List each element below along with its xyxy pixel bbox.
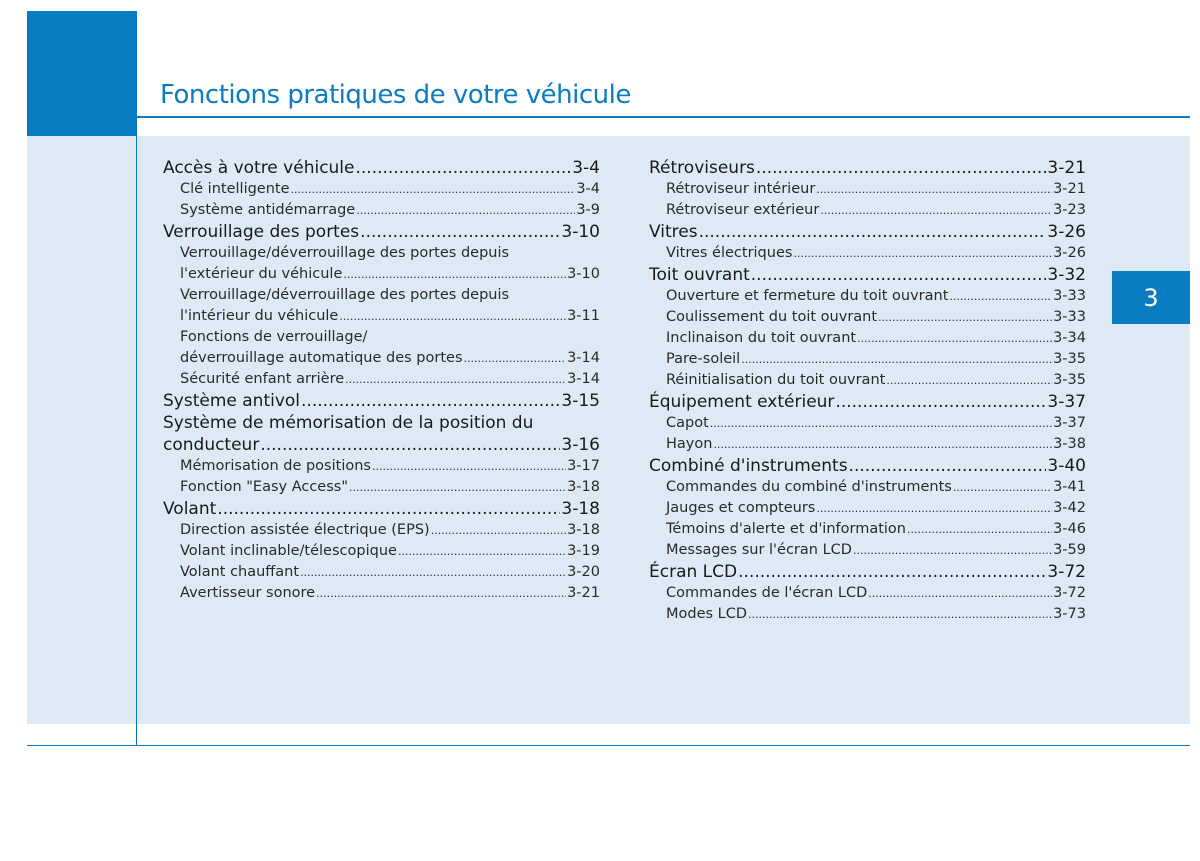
toc-dot-leader — [756, 157, 1046, 179]
toc-dot-leader — [907, 519, 1052, 540]
toc-entry-label: Commandes de l'écran LCD — [666, 585, 868, 601]
toc-dot-leader — [820, 200, 1052, 221]
toc-subsection-entry[interactable] — [649, 519, 1086, 540]
toc-page-number: 3-40 — [1047, 456, 1086, 476]
toc-page-number: 3-32 — [1047, 265, 1086, 285]
toc-dot-leader — [699, 221, 1047, 243]
toc-dot-leader — [291, 179, 576, 200]
toc-dot-leader — [741, 349, 1052, 370]
toc-page-number: 3-41 — [1053, 479, 1086, 495]
toc-entry-label: conducteur — [163, 435, 260, 455]
toc-entry-label: Messages sur l'écran LCD — [666, 542, 852, 558]
toc-entry-label: Verrouillage/déverrouillage des portes depuis — [180, 287, 510, 303]
toc-entry-label: Rétroviseur extérieur — [666, 202, 820, 218]
toc-page-number: 3-4 — [576, 181, 600, 197]
toc-entry-label: Réinitialisation du toit ouvrant — [666, 372, 886, 388]
toc-page-number: 3-11 — [567, 308, 600, 324]
toc-subsection-entry[interactable] — [649, 477, 1086, 498]
toc-section-entry[interactable] — [649, 157, 1086, 179]
toc-right-column — [649, 157, 1086, 625]
toc-subsection-entry[interactable] — [163, 562, 600, 583]
toc-subsection-entry[interactable] — [649, 498, 1086, 519]
toc-page-number: 3-4 — [572, 158, 600, 178]
toc-entry-label: Verrouillage/déverrouillage des portes depuis — [180, 245, 510, 261]
toc-entry-label: Accès à votre véhicule — [163, 158, 355, 178]
toc-page-number: 3-21 — [1047, 158, 1086, 178]
toc-section-entry[interactable] — [649, 455, 1086, 477]
toc-subsection-entry[interactable] — [163, 179, 600, 200]
toc-entry-label: Fonction "Easy Access" — [180, 479, 349, 495]
toc-entry-label: Système de mémorisation de la position du — [163, 413, 534, 433]
toc-section-entry[interactable] — [649, 561, 1086, 583]
toc-entry-label: Mémorisation de positions — [180, 458, 371, 474]
toc-page-number: 3-14 — [567, 350, 600, 366]
toc-dot-leader — [949, 286, 1052, 307]
toc-subsection-entry[interactable] — [649, 307, 1086, 328]
toc-subsection-entry[interactable] — [163, 477, 600, 498]
toc-entry-label: Volant chauffant — [180, 564, 300, 580]
toc-page-number: 3-72 — [1047, 562, 1086, 582]
toc-entry-label: Système antidémarrage — [180, 202, 356, 218]
toc-entry-label: Vitres électriques — [666, 245, 793, 261]
toc-page-number: 3-17 — [567, 458, 600, 474]
toc-page-number: 3-16 — [561, 435, 600, 455]
toc-entry-label: Système antivol — [163, 391, 301, 411]
toc-page-number: 3-14 — [567, 371, 600, 387]
toc-subsection-entry[interactable] — [163, 243, 600, 264]
toc-page-number: 3-38 — [1053, 436, 1086, 452]
toc-dot-leader — [738, 561, 1046, 583]
toc-entry-label: Combiné d'instruments — [649, 456, 848, 476]
toc-subsection-entry[interactable] — [649, 604, 1086, 625]
toc-dot-leader — [713, 434, 1052, 455]
toc-page-number: 3-15 — [561, 391, 600, 411]
toc-entry-label: Témoins d'alerte et d'information — [666, 521, 906, 537]
toc-dot-leader — [878, 307, 1052, 328]
toc-dot-leader — [464, 348, 567, 369]
toc-section-entry[interactable] — [649, 391, 1086, 413]
toc-entry-label: Direction assistée électrique (EPS) — [180, 522, 430, 538]
toc-subsection-entry[interactable] — [163, 369, 600, 390]
toc-entry-label: Volant inclinable/télescopique — [180, 543, 397, 559]
toc-page-number: 3-73 — [1053, 606, 1086, 622]
toc-entry-label: Rétroviseurs — [649, 158, 755, 178]
toc-subsection-entry[interactable] — [163, 327, 600, 348]
toc-dot-leader — [835, 391, 1046, 413]
toc-dot-leader — [868, 583, 1052, 604]
toc-page-number: 3-21 — [1053, 181, 1086, 197]
toc-dot-leader — [316, 583, 566, 604]
toc-entry-label: déverrouillage automatique des portes — [180, 350, 463, 366]
toc-entry-label: Modes LCD — [666, 606, 748, 622]
toc-dot-leader — [356, 200, 575, 221]
toc-subsection-entry[interactable] — [163, 520, 600, 541]
toc-entry-label: Jauges et compteurs — [666, 500, 816, 516]
toc-dot-leader — [260, 434, 560, 456]
toc-page-number: 3-33 — [1053, 309, 1086, 325]
toc-page-number: 3-35 — [1053, 351, 1086, 367]
toc-entry-label: Écran LCD — [649, 562, 738, 582]
toc-dot-leader — [343, 264, 566, 285]
chapter-tab[interactable]: 3 — [1112, 271, 1190, 324]
toc-subsection-entry[interactable] — [163, 541, 600, 562]
toc-page-number: 3-46 — [1053, 521, 1086, 537]
toc-subsection-entry[interactable] — [649, 349, 1086, 370]
toc-subsection-entry[interactable] — [649, 286, 1086, 307]
toc-page-number: 3-10 — [561, 222, 600, 242]
toc-subsection-entry[interactable] — [649, 413, 1086, 434]
toc-subsection-entry[interactable] — [649, 328, 1086, 349]
toc-subsection-entry[interactable] — [163, 306, 600, 327]
toc-section-entry[interactable] — [163, 221, 600, 243]
toc-dot-leader — [748, 604, 1052, 625]
toc-page-number: 3-35 — [1053, 372, 1086, 388]
toc-entry-label: l'intérieur du véhicule — [180, 308, 339, 324]
toc-subsection-entry[interactable] — [163, 583, 600, 604]
toc-subsection-entry[interactable] — [163, 285, 600, 306]
toc-entry-label: Rétroviseur intérieur — [666, 181, 816, 197]
toc-dot-leader — [356, 157, 572, 179]
toc-section-entry[interactable] — [163, 390, 600, 412]
toc-entry-label: Hayon — [666, 436, 713, 452]
toc-page-number: 3-21 — [567, 585, 600, 601]
toc-page-number: 3-59 — [1053, 542, 1086, 558]
toc-entry-label: Verrouillage des portes — [163, 222, 360, 242]
toc-dot-leader — [300, 562, 566, 583]
toc-subsection-entry[interactable] — [649, 243, 1086, 264]
title-underline — [137, 116, 1190, 118]
toc-left-column — [163, 157, 600, 604]
left-margin-rule — [136, 136, 137, 746]
toc-dot-leader — [301, 390, 560, 412]
toc-dot-leader — [360, 221, 560, 243]
toc-section-entry[interactable] — [163, 412, 600, 434]
toc-subsection-entry[interactable] — [649, 179, 1086, 200]
toc-page-number: 3-42 — [1053, 500, 1086, 516]
toc-subsection-entry[interactable] — [163, 348, 600, 369]
toc-subsection-entry[interactable] — [649, 370, 1086, 391]
toc-entry-label: Équipement extérieur — [649, 392, 835, 412]
toc-entry-label: Pare-soleil — [666, 351, 741, 367]
toc-entry-label: Sécurité enfant arrière — [180, 371, 345, 387]
toc-dot-leader — [217, 498, 560, 520]
toc-entry-label: Ouverture et fermeture du toit ouvrant — [666, 288, 949, 304]
toc-entry-label: Toit ouvrant — [649, 265, 750, 285]
toc-section-entry[interactable] — [649, 221, 1086, 243]
toc-page-number: 3-34 — [1053, 330, 1086, 346]
toc-dot-leader — [953, 477, 1052, 498]
toc-dot-leader — [349, 477, 566, 498]
chapter-color-block — [27, 11, 137, 136]
page-title: Fonctions pratiques de votre véhicule — [160, 80, 631, 110]
bottom-rule — [27, 745, 1190, 746]
toc-page-number: 3-26 — [1047, 222, 1086, 242]
toc-entry-label: l'extérieur du véhicule — [180, 266, 343, 282]
toc-dot-leader — [816, 179, 1052, 200]
toc-subsection-entry[interactable] — [163, 200, 600, 221]
toc-page-number: 3-20 — [567, 564, 600, 580]
toc-subsection-entry[interactable] — [649, 200, 1086, 221]
toc-dot-leader — [857, 328, 1052, 349]
toc-page-number: 3-23 — [1053, 202, 1086, 218]
toc-subsection-entry[interactable] — [649, 434, 1086, 455]
toc-section-entry[interactable] — [163, 498, 600, 520]
toc-dot-leader — [339, 306, 566, 327]
toc-entry-label: Fonctions de verrouillage/ — [180, 329, 368, 345]
toc-dot-leader — [816, 498, 1052, 519]
toc-page-number: 3-72 — [1053, 585, 1086, 601]
toc-entry-label: Inclinaison du toit ouvrant — [666, 330, 857, 346]
toc-dot-leader — [372, 456, 566, 477]
toc-subsection-entry[interactable] — [649, 583, 1086, 604]
toc-section-entry[interactable] — [163, 434, 600, 456]
toc-page-number: 3-9 — [576, 202, 600, 218]
toc-dot-leader — [886, 370, 1052, 391]
toc-entry-label: Commandes du combiné d'instruments — [666, 479, 952, 495]
toc-dot-leader — [398, 541, 566, 562]
toc-dot-leader — [431, 520, 566, 541]
toc-section-entry[interactable] — [163, 157, 600, 179]
toc-entry-label: Clé intelligente — [180, 181, 290, 197]
toc-page-number: 3-19 — [567, 543, 600, 559]
toc-page-number: 3-18 — [567, 522, 600, 538]
toc-page-number: 3-18 — [567, 479, 600, 495]
toc-section-entry[interactable] — [649, 264, 1086, 286]
toc-dot-leader — [849, 455, 1047, 477]
toc-page-number: 3-37 — [1053, 415, 1086, 431]
toc-dot-leader — [793, 243, 1052, 264]
toc-entry-label: Vitres — [649, 222, 698, 242]
toc-entry-label: Capot — [666, 415, 709, 431]
toc-dot-leader — [853, 540, 1052, 561]
toc-subsection-entry[interactable] — [163, 264, 600, 285]
toc-dot-leader — [751, 264, 1047, 286]
toc-page-number: 3-37 — [1047, 392, 1086, 412]
toc-page-number: 3-10 — [567, 266, 600, 282]
toc-subsection-entry[interactable] — [163, 456, 600, 477]
toc-page-number: 3-33 — [1053, 288, 1086, 304]
toc-entry-label: Coulissement du toit ouvrant — [666, 309, 878, 325]
toc-entry-label: Volant — [163, 499, 217, 519]
toc-page-number: 3-26 — [1053, 245, 1086, 261]
toc-page-number: 3-18 — [561, 499, 600, 519]
toc-entry-label: Avertisseur sonore — [180, 585, 316, 601]
toc-dot-leader — [710, 413, 1052, 434]
toc-dot-leader — [345, 369, 566, 390]
toc-subsection-entry[interactable] — [649, 540, 1086, 561]
